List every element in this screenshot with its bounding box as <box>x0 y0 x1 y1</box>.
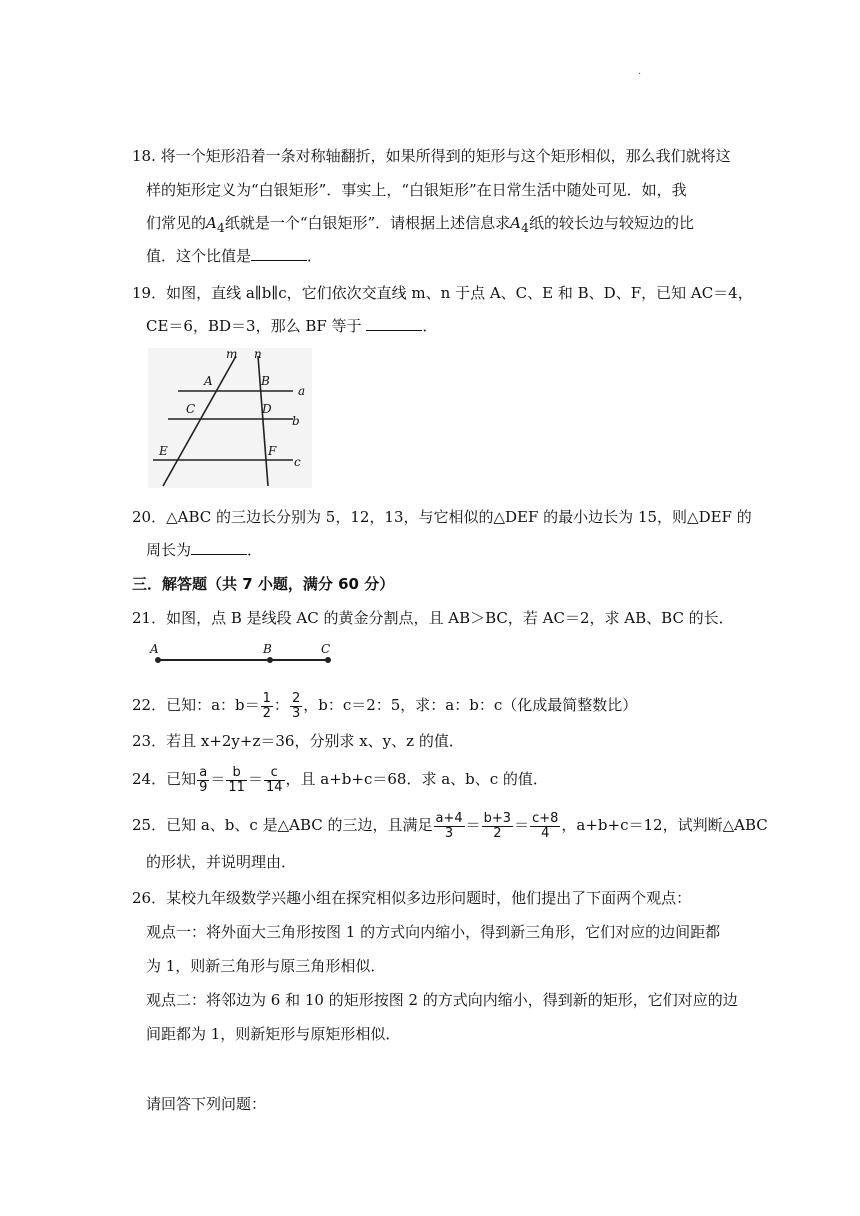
fraction-denominator: 4 <box>541 825 550 841</box>
q26-line-4: 观点二：将邻边为 6 和 10 的矩形按图 2 的方式向内缩小，得到新的矩形，它们对应的边 <box>146 991 738 1009</box>
fraction-denominator: 2 <box>493 825 502 841</box>
fraction-c8-4 <box>530 812 560 841</box>
fraction-2-3 <box>290 692 302 721</box>
q25-text: 25．已知 a、b、c 是△ABC 的三边，且满足 <box>132 816 433 834</box>
q18-line-4 <box>146 246 322 266</box>
q22-text: 22．已知：a：b＝ <box>132 696 260 714</box>
q22-line <box>132 690 637 721</box>
q18-text: 纸就是一个“白银矩形”．请根据上述信息求 <box>224 214 511 232</box>
fraction-numerator: a+4 <box>435 810 463 826</box>
fraction-numerator: 2 <box>291 690 301 706</box>
q25-text: ，a+b+c＝12，试判断△ABC <box>561 816 768 834</box>
q19-text: ． <box>422 317 438 335</box>
fraction-denominator: 3 <box>444 825 454 841</box>
q25-line-1 <box>132 810 768 841</box>
q19-text: CE＝6，BD＝3，那么 BF 等于 <box>146 317 367 335</box>
q25-text: ＝ <box>465 816 481 834</box>
answer-blank[interactable] <box>191 540 247 555</box>
label-B: B <box>263 642 272 656</box>
q18-a4-letter: A <box>206 214 217 232</box>
fraction-denominator: 14 <box>265 779 283 795</box>
label-C: C <box>321 642 331 656</box>
label-F: F <box>268 444 277 458</box>
q26-line-1: 26．某校九年级数学兴趣小组在探究相似多边形问题时，他们提出了下面两个观点： <box>132 889 692 907</box>
label-A: A <box>150 642 159 656</box>
fraction-b3-2 <box>482 812 513 841</box>
q18-a4-letter: A <box>510 214 521 232</box>
section-heading: 三．解答题（共 7 小题，满分 60 分） <box>132 575 395 593</box>
fraction-numerator: c <box>264 766 285 781</box>
label-B: B <box>261 374 270 388</box>
q18-line-3 <box>146 213 694 238</box>
q18-a4-sub: 4 <box>521 220 529 235</box>
q22-text: ： <box>273 696 289 714</box>
answer-blank[interactable] <box>251 246 307 261</box>
label-C: C <box>186 402 196 416</box>
q18-text: 们常见的 <box>146 214 207 232</box>
q18-text: 纸的较长边与较短边的比 <box>528 214 694 232</box>
fraction-a4-3 <box>434 812 465 841</box>
fraction-b-11 <box>226 766 247 795</box>
page-dot: . <box>638 66 642 77</box>
q24-line <box>132 764 548 795</box>
label-E: E <box>159 444 168 458</box>
q18-line-2: 样的矩形定义为“白银矩形”．事实上，“白银矩形”在日常生活中随处可见．如，我 <box>146 181 687 199</box>
fraction-numerator: a <box>197 766 209 781</box>
fraction-c-14 <box>264 766 285 795</box>
q24-text: ＝ <box>247 770 263 788</box>
q21-line-1: 21．如图，点 B 是线段 AC 的黄金分割点，且 AB＞BC，若 AC＝2，求 AB、BC 的长． <box>132 609 734 627</box>
q22-text: ，b：c＝2：5，求：a：b：c（化成最简整数比） <box>303 696 638 714</box>
label-D: D <box>262 402 272 416</box>
q20-text: 周长为 <box>146 541 192 559</box>
q26-line-5: 间距都为 1，则新矩形与原矩形相似． <box>146 1025 401 1043</box>
segment-figure <box>146 640 336 668</box>
q20-text: ． <box>247 541 263 559</box>
q24-text: ，且 a+b+c＝68．求 a、b、c 的值． <box>285 770 548 788</box>
label-n: n <box>254 348 262 361</box>
q18-a4-sub: 4 <box>216 220 225 235</box>
label-b: b <box>292 414 300 428</box>
label-m: m <box>226 348 238 361</box>
q24-text: 24．已知 <box>132 770 197 788</box>
q26-line-6: 请回答下列问题： <box>146 1095 267 1113</box>
label-a: a <box>298 384 306 398</box>
fraction-1-2 <box>261 692 273 721</box>
fraction-denominator: 9 <box>199 779 208 795</box>
q25-text: ＝ <box>514 816 530 834</box>
q19-line-2 <box>146 316 437 336</box>
fraction-a-9 <box>197 766 209 795</box>
q18-line-1: 18. 将一个矩形沿着一条对称轴翻折，如果所得到的矩形与这个矩形相似，那么我们就将这 <box>132 147 731 165</box>
fraction-numerator: 1 <box>262 690 271 706</box>
q26-line-3: 为 1，则新三角形与原三角形相似． <box>146 957 386 975</box>
answer-blank[interactable] <box>366 316 422 331</box>
q25-line-2: 的形状，并说明理由． <box>146 853 297 871</box>
parallel-lines-figure <box>148 348 312 488</box>
q26-line-2: 观点一：将外面大三角形按图 1 的方式向内缩小，得到新三角形，它们对应的边间距都 <box>146 923 721 941</box>
fraction-denominator: 2 <box>262 705 271 721</box>
q18-text: 值．这个比值是 <box>146 247 252 265</box>
q20-line-1: 20．△ABC 的三边长分别为 5，12，13，与它相似的△DEF 的最小边长为 15，则△DEF 的 <box>132 508 752 526</box>
fraction-denominator: 11 <box>228 779 245 795</box>
fraction-numerator: b+3 <box>483 810 512 826</box>
fraction-denominator: 3 <box>291 705 301 721</box>
q20-line-2 <box>146 540 262 560</box>
label-A: A <box>204 374 213 388</box>
label-c: c <box>294 455 301 469</box>
q24-text: ＝ <box>210 770 226 788</box>
fraction-numerator: c+8 <box>532 810 559 826</box>
q23-line: 23．若且 x+2y+z＝36，分别求 x、y、z 的值． <box>132 732 464 750</box>
fraction-numerator: b <box>226 766 247 781</box>
q18-text: ． <box>307 247 323 265</box>
q19-line-1: 19．如图，直线 a∥b∥c，它们依次交直线 m、n 于点 A、C、E 和 B、D、F，已知 AC＝4， <box>132 284 753 302</box>
